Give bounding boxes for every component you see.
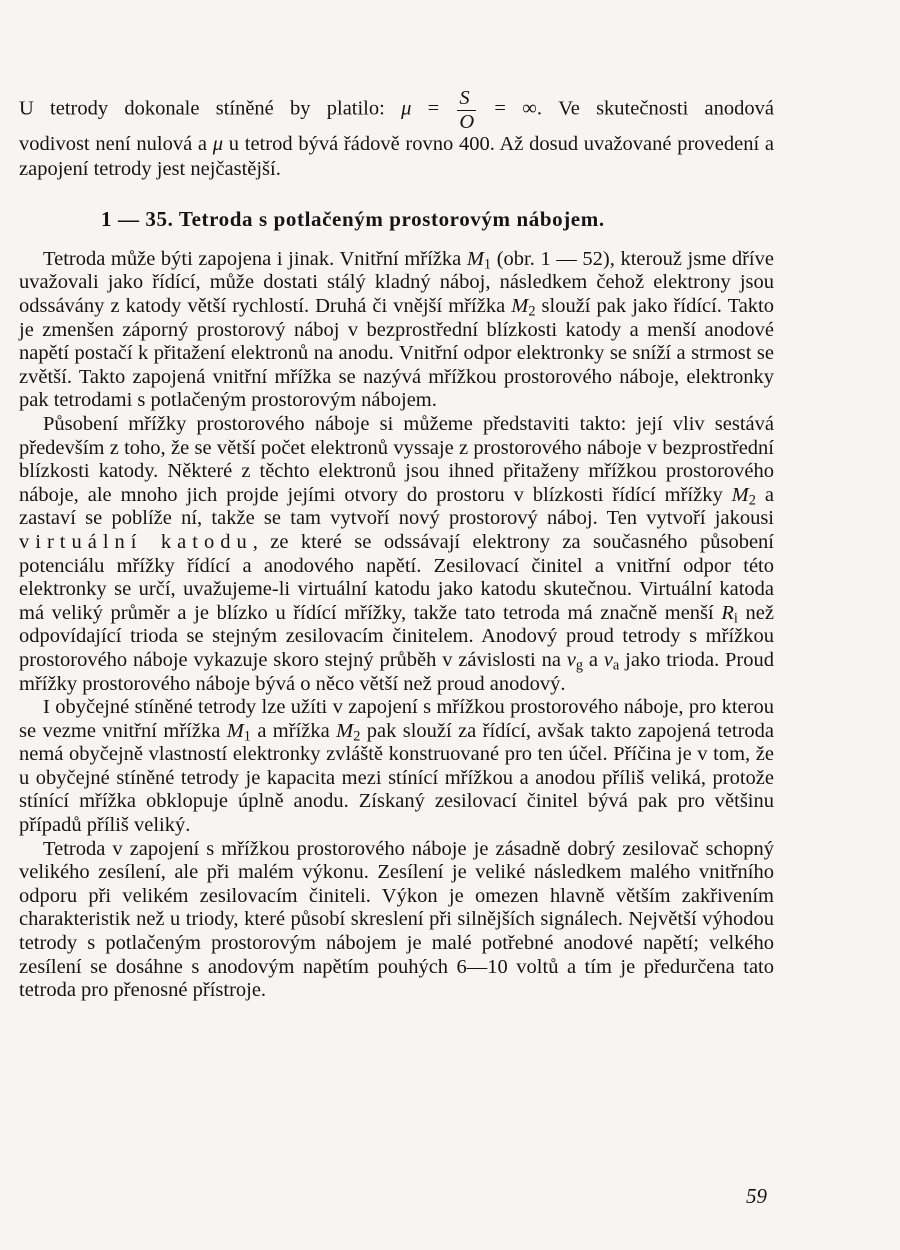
p2-text-e: a [583, 648, 604, 671]
p1-text-b: (obr. 1 — 52), kterouž jsme dříve uvažovali jako řídící, může dostati stálý kladný náboj, následkem čehož elektrony jsou odssávány z katody větší rychlostí. Druhá či vnější mřížka [19, 247, 774, 317]
m2-subscript: 2 [528, 303, 536, 320]
m1-subscript: 1 [483, 256, 492, 273]
m1-symbol: M [466, 247, 484, 270]
fraction-denominator: O [459, 110, 475, 133]
ri-symbol: R [721, 601, 734, 624]
p2-text-c: , ze které se odssávají elektrony za současného působení potenciálu mřížky řídící a anodového napětí. Zesilovací činitel a vnitřní odpor této elektronky se určí, uvažujeme-li virtuální katodu jako katodu skutečnou. Virtuální katoda má veliký průměr a je blízko u řídící mřížky, takže tato tetroda má značně menší [19, 530, 774, 624]
section-body [19, 248, 774, 1003]
intro-first-line [19, 88, 774, 132]
m2-symbol: M [511, 295, 529, 317]
fraction-numerator: S [457, 88, 476, 111]
intro-rest-text: vodivost není nulová a [19, 133, 213, 155]
mu-symbol: μ [401, 97, 412, 120]
va-symbol: v [603, 648, 613, 671]
paragraph-4: Tetroda v zapojení s mřížkou prostorového náboje je zásadně dobrý zesilovač schopný velikého zesílení, ale při malém výkonu. Zesílení je veliké následkem malého vnitřního odporu při velikém zesilovacím činiteli. Výkon je omezen hlavně větším zakřivením charakteristik než u triody, které působí skreslení při silnějších signálech. Největší výhodou tetrody s potlačeným prostorovým nábojem je malé potřebné anodové napětí; velkého zesílení se dosáhne s anodovým napětím pouhých 6—10 voltů a tím je předurčena tato tetroda pro přenosné přístroje. [19, 837, 774, 1002]
m1-symbol: M [226, 719, 244, 742]
p3-text-c: pak slouží za řídící, avšak takto zapojená tetroda nemá obyčejně vlastností elektronky zvláště konstruované pro ten účel. Příčina je v tom, že u obyčejné stíněné tetrody je kapacita mezi stínící mřížkou a anodou příliš veliká, protože stínící mřížka obklopuje úplně anodu. Získaný zesilovací činitel bývá pak pro většinu případů příliš veliký. [19, 719, 774, 837]
ri-subscript: i [733, 610, 738, 627]
p2-text-d: než odpovídající trioda se stejným zesilovacím činitelem. Anodový proud tetrody s mřížkou prostorového náboje vykazuje skoro stejný průběh v závislosti na [19, 601, 774, 671]
p2-text-a: Působení mřížky prostorového náboje si můžeme představiti takto: její vliv sestává především z toho, že se větší počet elektronů vyssaje z prostorového náboje v bezprostřední blízkosti katody. Některé z těchto elektronů jsou ihned přitaženy mřížkou prostorového náboje, ale mnoho jich projde jejími otvory do prostoru v blízkosti řídící mřížky [19, 412, 774, 506]
intro-paragraph [19, 88, 774, 183]
vg-symbol: v [566, 648, 576, 671]
m1-subscript: 1 [243, 728, 251, 745]
m2-subscript: 2 [748, 492, 756, 509]
paragraph-2 [19, 413, 774, 696]
equals-sign: = [411, 97, 456, 120]
m2-subscript: 2 [353, 728, 361, 745]
p3-text-a: I obyčejné stíněné tetrody lze užíti v zapojení s mřížkou prostorového náboje, pro kterou se vezme vnitřní mřížka [19, 696, 774, 742]
p3-text-b: a mřížka [250, 719, 337, 742]
p1-text-a: Tetroda může býti zapojena i jinak. Vnitřní mřížka [43, 247, 467, 270]
intro-rest-text-2: u tetrod bývá řádově rovno 400. Až dosud uvažované provedení a zapojení tetrody jest nejčastější. [19, 133, 774, 181]
va-subscript: a [612, 657, 620, 674]
p1-text-c: slouží pak jako řídící. Takto je zmenšen záporný prostorový náboj v bezprostřední blízkosti katody a menší anodové napětí postačí k přitažení elektronů na anodu. Vnitřní odpor elektronky se sníží a strmost se zvětší. Takto zapojená vnitřní mřížka se nazývá mřížkou prostorového náboje, elektronky pak tetrodami s potlačeným prostorovým nábojem. [19, 295, 774, 412]
m2-symbol: M [336, 719, 354, 742]
intro-lead-text: U tetrody dokonale stíněné by platilo: [19, 97, 402, 120]
section-heading: 1 — 35. Tetroda s potlačeným prostorovým nábojem. [101, 206, 605, 231]
mu-symbol-2: μ [212, 133, 224, 155]
paragraph-1 [19, 248, 774, 413]
intro-result-text: = ∞. Ve skutečnosti anodová [478, 97, 774, 120]
p2-text-f: jako trioda. Proud mřížky prostorového náboje bývá o něco větší než proud anodový. [19, 648, 774, 695]
spaced-emphasis: virtuální katodu [19, 530, 253, 553]
m2-symbol: M [731, 483, 749, 506]
p2-text-b: a zastaví se poblíže ní, takže se tam vytvoří nový prostorový náboj. Ten vytvoří jakousi [19, 483, 774, 530]
vg-subscript: g [575, 657, 584, 674]
paragraph-3 [19, 696, 774, 838]
page-number: 59 [746, 1184, 767, 1208]
fraction-s-over-o [457, 88, 476, 132]
